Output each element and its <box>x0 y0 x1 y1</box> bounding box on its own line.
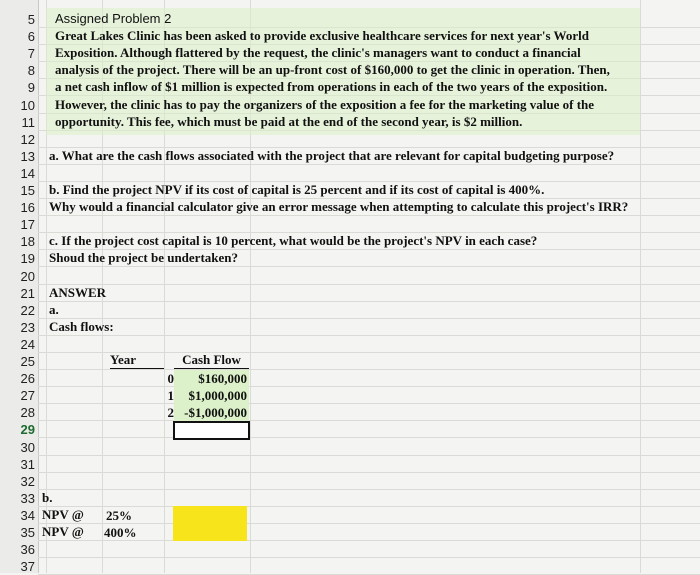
row-gridline <box>38 540 700 541</box>
row-text[interactable]: ANSWER <box>49 285 107 300</box>
row-number[interactable]: 8 <box>27 63 35 78</box>
column-gridline <box>640 0 641 573</box>
row-number[interactable]: 23 <box>20 320 35 335</box>
row-number[interactable]: 27 <box>20 388 35 403</box>
row-number[interactable]: 28 <box>20 405 35 420</box>
row-text[interactable]: a. What are the cash flows associated with the project that are relevant for capital budgeting purpose? <box>49 148 615 163</box>
row-text[interactable]: b. <box>42 490 53 505</box>
row-gridline <box>38 523 700 524</box>
row-gridline <box>38 266 700 267</box>
npv-answer-cell[interactable] <box>173 506 247 541</box>
row-text[interactable]: Cash flows: <box>49 319 114 334</box>
row-text[interactable]: b. Find the project NPV if its cost of capital is 25 percent and if its cost of capital is 400%. <box>49 182 545 197</box>
row-number[interactable]: 19 <box>20 251 35 266</box>
row-number[interactable]: 34 <box>20 508 35 523</box>
row-gridline <box>38 386 700 387</box>
row-text[interactable]: Shoud the project be undertaken? <box>49 250 239 265</box>
cash-flow-1[interactable]: $1,000,000 <box>188 388 247 403</box>
row-text[interactable]: a. <box>49 302 59 317</box>
row-number[interactable]: 7 <box>27 46 35 61</box>
row-gridline <box>38 437 700 438</box>
row-gridline <box>38 335 700 336</box>
row-text[interactable]: c. If the project cost capital is 10 percent, what would be the project's NPV in each case? <box>49 233 538 248</box>
row-gridline <box>38 318 700 319</box>
row-gridline <box>38 215 700 216</box>
row-gridline <box>38 455 700 456</box>
year-0[interactable]: 0 <box>167 371 174 386</box>
row-number[interactable]: 15 <box>20 183 35 198</box>
npv-rate-25[interactable]: 25% <box>106 508 132 523</box>
row-text[interactable]: NPV @ <box>42 507 84 522</box>
row-number[interactable]: 29 <box>20 422 35 437</box>
cash-flow-2[interactable]: -$1,000,000 <box>174 404 247 422</box>
row-text[interactable]: analysis of the project. There will be an up-front cost of $160,000 to get the clinic in operation. Then, <box>55 62 610 77</box>
row-text[interactable]: a net cash inflow of $1 million is expected from operations in each of the two years of the exposition. <box>55 79 608 94</box>
row-gridline <box>38 284 700 285</box>
row-number[interactable]: 33 <box>20 491 35 506</box>
npv-rate-400[interactable]: 400% <box>104 525 137 540</box>
row-text[interactable]: Why would a financial calculator give an error message when attempting to calculate this project's IRR? <box>49 199 629 214</box>
row-gridline <box>38 472 700 473</box>
row-number[interactable]: 17 <box>20 217 35 232</box>
row-number[interactable]: 35 <box>20 525 35 540</box>
row-text[interactable]: Great Lakes Clinic has been asked to provide exclusive healthcare services for next year's World <box>55 28 589 43</box>
year-1[interactable]: 1 <box>167 388 174 403</box>
row-gridline <box>38 489 700 490</box>
row-gridline <box>38 369 700 370</box>
row-text[interactable]: opportunity. This fee, which must be paid at the end of the second year, is $2 million. <box>55 114 523 129</box>
row-number[interactable]: 24 <box>20 337 35 352</box>
row-text[interactable]: Assigned Problem 2 <box>55 11 172 26</box>
cash-flow-0[interactable]: $160,000 <box>198 371 247 386</box>
row-text[interactable]: However, the clinic has to pay the organizers of the exposition a fee for the marketing value of the <box>55 97 595 112</box>
row-number[interactable]: 6 <box>27 29 35 44</box>
row-number[interactable]: 25 <box>20 354 35 369</box>
row-gridline <box>38 506 700 507</box>
row-gridline <box>38 557 700 558</box>
row-number[interactable]: 22 <box>20 303 35 318</box>
row-gridline <box>38 164 700 165</box>
row-gridline <box>38 301 700 302</box>
row-number[interactable]: 5 <box>27 12 35 27</box>
row-text[interactable]: NPV @ <box>42 524 84 539</box>
row-number[interactable]: 31 <box>20 457 35 472</box>
row-number[interactable]: 14 <box>20 166 35 181</box>
selected-cell[interactable] <box>173 421 250 440</box>
row-number[interactable]: 36 <box>20 542 35 557</box>
row-gridline <box>38 403 700 404</box>
row-number[interactable]: 13 <box>20 149 35 164</box>
year-header: Year <box>110 351 164 369</box>
row-number[interactable]: 16 <box>20 200 35 215</box>
row-number[interactable]: 37 <box>20 559 35 574</box>
row-text[interactable]: Exposition. Although flattered by the request, the clinic's managers want to conduct a financial <box>55 45 581 60</box>
year-2[interactable]: 2 <box>167 405 174 420</box>
row-number[interactable]: 21 <box>20 286 35 301</box>
cash-flow-header: Cash Flow <box>174 351 249 369</box>
row-number[interactable]: 30 <box>20 440 35 455</box>
row-gridline <box>38 420 700 421</box>
row-number[interactable]: 26 <box>20 371 35 386</box>
row-number[interactable]: 10 <box>20 98 35 113</box>
row-number[interactable]: 18 <box>20 234 35 249</box>
row-number[interactable]: 11 <box>21 115 35 130</box>
row-number[interactable]: 9 <box>27 80 35 95</box>
row-number[interactable]: 12 <box>20 132 35 147</box>
row-number[interactable]: 20 <box>20 269 35 284</box>
row-number[interactable]: 32 <box>20 474 35 489</box>
row-header-column <box>0 0 39 573</box>
